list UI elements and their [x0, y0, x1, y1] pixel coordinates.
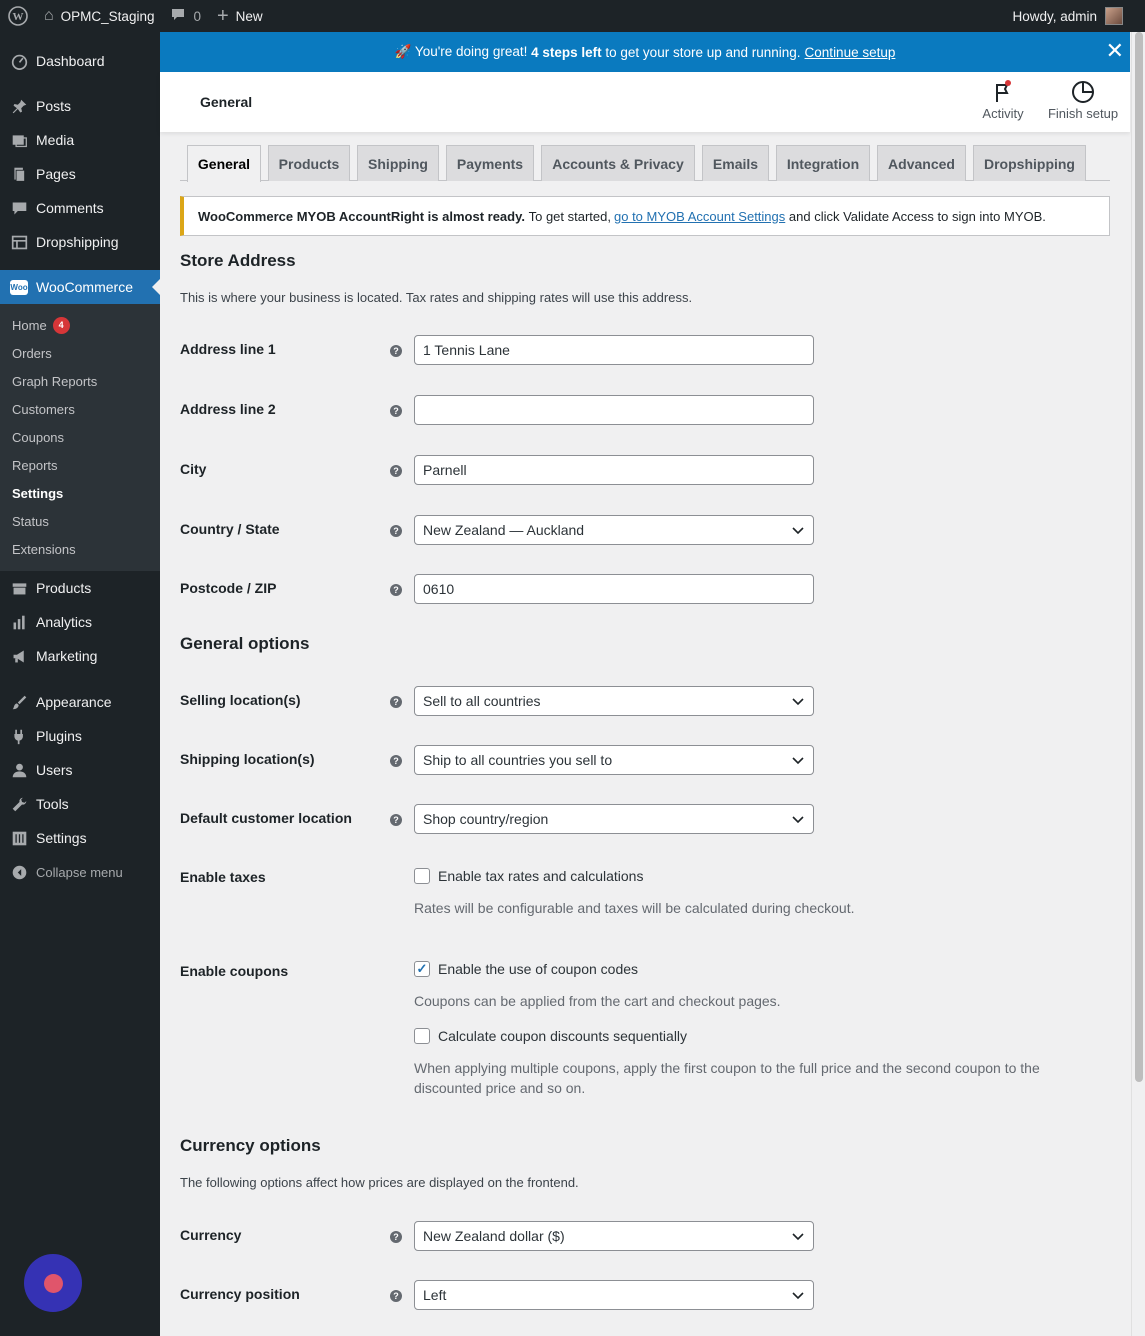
- flag-icon: [978, 80, 1028, 106]
- tab-general[interactable]: General: [187, 145, 261, 182]
- taxes-note: Rates will be configurable and taxes will be calculated during checkout.: [414, 900, 855, 916]
- help-icon[interactable]: ?: [390, 696, 402, 708]
- submenu-reports[interactable]: Reports: [12, 457, 58, 473]
- currency-position-select[interactable]: Left: [414, 1280, 814, 1310]
- help-icon[interactable]: ?: [390, 755, 402, 767]
- tab-dropshipping[interactable]: Dropshipping: [973, 145, 1086, 181]
- plus-icon: +: [216, 4, 229, 27]
- country-state-label: Country / State: [180, 521, 280, 537]
- submenu-extensions[interactable]: Extensions: [12, 541, 76, 557]
- woocommerce-submenu: [0, 304, 160, 571]
- enable-coupons-checkbox[interactable]: ✓ Enable the use of coupon codes: [414, 961, 638, 977]
- plug-icon: [10, 727, 28, 745]
- progress-ring-icon: [1046, 80, 1120, 106]
- country-state-select[interactable]: New Zealand — Auckland: [414, 515, 814, 545]
- menu-comments[interactable]: Comments: [0, 191, 160, 225]
- tab-integration[interactable]: Integration: [776, 145, 870, 181]
- activity-button[interactable]: Activity: [978, 80, 1028, 121]
- page-icon: [10, 165, 28, 183]
- finish-setup-button[interactable]: Finish setup: [1046, 80, 1120, 121]
- submenu-status[interactable]: Status: [12, 513, 49, 529]
- comment-icon: [170, 6, 186, 27]
- continue-setup-link[interactable]: Continue setup: [804, 44, 896, 60]
- address2-label: Address line 2: [180, 401, 276, 417]
- address2-input[interactable]: [414, 395, 814, 425]
- chevron-down-icon: [791, 523, 805, 537]
- page-header: [160, 72, 1130, 132]
- enable-taxes-label: Enable taxes: [180, 869, 266, 885]
- page-title: General: [200, 94, 253, 110]
- chevron-down-icon: [791, 753, 805, 767]
- menu-pages[interactable]: Pages: [0, 157, 160, 191]
- shipping-locations-select[interactable]: Ship to all countries you sell to: [414, 745, 814, 775]
- menu-woocommerce[interactable]: Woo WooCommerce: [0, 270, 160, 304]
- settings-tabs: [180, 145, 1110, 181]
- postcode-input[interactable]: 0610: [414, 574, 814, 604]
- media-icon: [10, 131, 28, 149]
- tab-advanced[interactable]: Advanced: [877, 145, 966, 181]
- tab-emails[interactable]: Emails: [702, 145, 769, 181]
- help-icon[interactable]: ?: [390, 1290, 402, 1302]
- help-icon[interactable]: ?: [390, 345, 402, 357]
- myob-settings-link[interactable]: go to MYOB Account Settings: [614, 208, 786, 224]
- notification-badge: 4: [53, 317, 70, 334]
- enable-coupons-label: Enable coupons: [180, 963, 289, 979]
- user-icon: [10, 761, 28, 779]
- currency-position-label: Currency position: [180, 1286, 300, 1302]
- megaphone-icon: [10, 647, 28, 665]
- store-address-description: This is where your business is located. Tax rates and shipping rates will use this address.: [180, 290, 693, 305]
- paintbrush-icon: [10, 693, 28, 711]
- new-content-link[interactable]: + New: [216, 4, 263, 27]
- sliders-icon: [10, 829, 28, 847]
- menu-products[interactable]: Products: [0, 571, 160, 605]
- pin-icon: [10, 97, 28, 115]
- chevron-down-icon: [791, 694, 805, 708]
- currency-label: Currency: [180, 1227, 242, 1243]
- city-label: City: [180, 461, 207, 477]
- sequential-note: When applying multiple coupons, apply the first coupon to the full price and the second coupon to the discounted price and so on.: [414, 1060, 1040, 1096]
- help-icon[interactable]: ?: [390, 405, 402, 417]
- grid-icon: [10, 233, 28, 251]
- page-scrollbar[interactable]: [1131, 32, 1145, 1336]
- tab-products[interactable]: Products: [268, 145, 350, 181]
- menu-tools[interactable]: Tools: [0, 787, 160, 821]
- default-customer-location-select[interactable]: Shop country/region: [414, 804, 814, 834]
- default-customer-location-label: Default customer location: [180, 810, 352, 826]
- tab-payments[interactable]: Payments: [446, 145, 534, 181]
- submenu-orders[interactable]: Orders: [12, 345, 52, 361]
- admin-bar: [0, 0, 1145, 32]
- woocommerce-icon: Woo: [10, 278, 28, 296]
- selling-locations-select[interactable]: Sell to all countries: [414, 686, 814, 716]
- scrollbar-thumb[interactable]: [1135, 32, 1143, 1082]
- menu-analytics[interactable]: Analytics: [0, 605, 160, 639]
- chevron-down-icon: [791, 1229, 805, 1243]
- chat-launcher-button[interactable]: [24, 1254, 82, 1312]
- chat-icon: [44, 1274, 63, 1293]
- setup-notice: 🚀 You're doing great! 4 steps left to get your store up and running. Continue setup ✕: [160, 32, 1130, 72]
- currency-options-heading: Currency options: [180, 1136, 321, 1155]
- submenu-graph-reports[interactable]: Graph Reports: [12, 373, 98, 389]
- general-options-heading: General options: [180, 634, 310, 653]
- home-icon: ⌂: [44, 7, 54, 24]
- address1-label: Address line 1: [180, 341, 276, 357]
- help-icon[interactable]: ?: [390, 465, 402, 477]
- menu-settings[interactable]: Settings: [0, 821, 160, 855]
- checkbox-unchecked[interactable]: [414, 868, 430, 884]
- submenu-settings[interactable]: Settings: [12, 485, 64, 501]
- currency-options-description: The following options affect how prices are displayed on the frontend.: [180, 1175, 579, 1190]
- menu-media[interactable]: Media: [0, 123, 160, 157]
- city-input[interactable]: Parnell: [414, 455, 814, 485]
- menu-dropshipping[interactable]: Dropshipping: [0, 225, 160, 259]
- close-icon[interactable]: ✕: [1105, 38, 1124, 63]
- menu-posts[interactable]: Posts: [0, 89, 160, 123]
- admin-sidebar: [0, 32, 160, 1336]
- submenu-home[interactable]: Home 4: [0, 311, 160, 339]
- menu-marketing[interactable]: Marketing: [0, 639, 160, 673]
- site-name-link[interactable]: ⌂ OPMC_Staging: [44, 7, 155, 24]
- svg-text:W: W: [12, 11, 24, 23]
- coupons-note: Coupons can be applied from the cart and checkout pages.: [414, 993, 781, 1009]
- checkmark-icon[interactable]: ✓: [414, 961, 430, 977]
- archive-icon: [10, 579, 28, 597]
- wrench-icon: [10, 795, 28, 813]
- menu-plugins[interactable]: Plugins: [0, 719, 160, 753]
- dashboard-icon: [10, 52, 28, 70]
- menu-collapse[interactable]: Collapse menu: [0, 855, 160, 889]
- store-address-heading: Store Address: [180, 251, 296, 270]
- help-icon[interactable]: ?: [390, 584, 402, 596]
- help-icon[interactable]: ?: [390, 1231, 402, 1243]
- sequential-coupons-checkbox[interactable]: Calculate coupon discounts sequentially: [414, 1028, 687, 1044]
- postcode-label: Postcode / ZIP: [180, 580, 277, 596]
- wordpress-logo-icon[interactable]: [0, 0, 36, 32]
- checkbox-unchecked[interactable]: [414, 1028, 430, 1044]
- my-account-link[interactable]: Howdy, admin: [1012, 7, 1145, 25]
- tab-accounts-privacy[interactable]: Accounts & Privacy: [541, 145, 695, 181]
- submenu-customers[interactable]: Customers: [12, 401, 75, 417]
- submenu-coupons[interactable]: Coupons: [12, 429, 65, 445]
- help-icon[interactable]: ?: [390, 525, 402, 537]
- comment-icon: [10, 199, 28, 217]
- myob-notice: WooCommerce MYOB AccountRight is almost ready. To get started, go to MYOB Account Settings and click Validate Access to sign into MYOB.: [180, 196, 1110, 236]
- chevron-down-icon: [791, 812, 805, 826]
- menu-dashboard[interactable]: Dashboard: [0, 44, 160, 78]
- selling-locations-label: Selling location(s): [180, 692, 301, 708]
- tab-shipping[interactable]: Shipping: [357, 145, 439, 181]
- enable-taxes-checkbox[interactable]: Enable tax rates and calculations: [414, 868, 643, 884]
- collapse-icon: [10, 863, 28, 881]
- avatar: [1105, 7, 1123, 25]
- menu-users[interactable]: Users: [0, 753, 160, 787]
- currency-select[interactable]: New Zealand dollar ($): [414, 1221, 814, 1251]
- address1-input[interactable]: 1 Tennis Lane: [414, 335, 814, 365]
- shipping-locations-label: Shipping location(s): [180, 751, 315, 767]
- bar-chart-icon: [10, 613, 28, 631]
- help-icon[interactable]: ?: [390, 814, 402, 826]
- chevron-down-icon: [791, 1288, 805, 1302]
- menu-appearance[interactable]: Appearance: [0, 685, 160, 719]
- comments-link[interactable]: 0: [162, 0, 209, 32]
